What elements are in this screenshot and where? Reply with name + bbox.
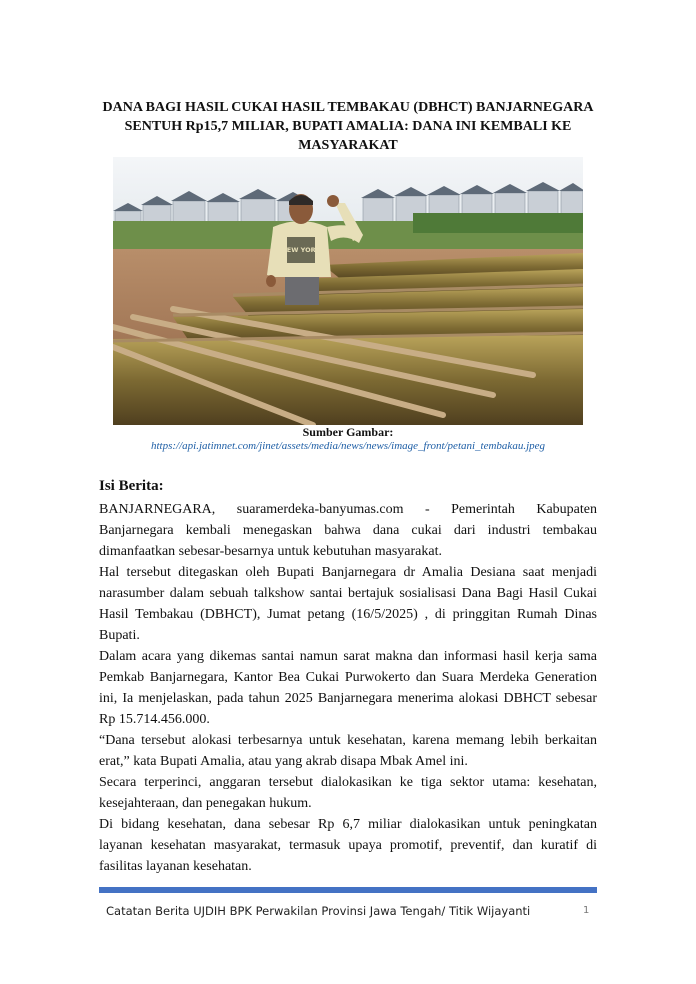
document-title: DANA BAGI HASIL CUKAI HASIL TEMBAKAU (DBHCT) BANJARNEGARA SENTUH Rp15,7 MILIAR, BUPATI AMALIA: DANA INI KEMBALI KE MASYARAKAT [102, 100, 594, 153]
paragraph: Secara terperinci, anggaran tersebut dialokasikan ke tiga sektor utama: kesehatan, kesejahteraan, dan penegakan hukum. [99, 775, 597, 811]
footer-divider [99, 887, 597, 893]
paragraph: “Dana tersebut alokasi terbesarnya untuk kesehatan, karena memang lebih berkaitan erat,” kata Bupati Amalia, atau yang akrab disapa Mbak Amel ini. [99, 733, 597, 769]
photo-illustration [113, 157, 583, 425]
page-number: 1 [583, 905, 590, 916]
paragraph: BANJARNEGARA, suaramerdeka-banyumas.com - Pemerintah Kabupaten Banjarnegara kembali menegaskan bahwa dana cukai dari industri tembakau dimanfaatkan sebesar-besarnya untuk kebutuhan masyarakat. [99, 502, 597, 559]
article-body [99, 499, 597, 877]
image-caption-label: Sumber Gambar: [302, 425, 394, 439]
footer-text: Catatan Berita UJDIH BPK Perwakilan Provinsi Jawa Tengah/ Titik Wijayanti [106, 904, 531, 918]
paragraph: Hal tersebut ditegaskan oleh Bupati Banjarnegara dr Amalia Desiana saat menjadi narasumber dalam sebuah talkshow santai bertajuk sosialisasi Dana Bagi Hasil Cukai Hasil Tembakau (DBHCT), Jumat petang (16/5/2025) , di pringgitan Rumah Dinas Bupati. [99, 565, 597, 643]
section-heading: Isi Berita: [99, 478, 164, 494]
image-source-link[interactable]: https://api.jatimnet.com/jinet/assets/media/news/news/image_front/petani_tembakau.jpeg [150, 440, 546, 452]
paragraph: Di bidang kesehatan, dana sebesar Rp 6,7 miliar dialokasikan untuk peningkatan layanan kesehatan masyarakat, termasuk upaya promotif, preventif, dan kuratif di fasilitas layanan kesehatan. [99, 817, 597, 874]
tobacco-farmer-photo [113, 157, 583, 425]
paragraph: Dalam acara yang dikemas santai namun sarat makna dan informasi hasil kerja sama Pemkab Banjarnegara, Kantor Bea Cukai Purwokerto dan Suara Merdeka Generation ini, Ia menjelaskan, pada tahun 2025 Banjarnegara menerima alokasi DBHCT sebesar Rp 15.714.456.000. [99, 649, 597, 727]
shirt-print-text: NEW YORK [281, 246, 321, 254]
